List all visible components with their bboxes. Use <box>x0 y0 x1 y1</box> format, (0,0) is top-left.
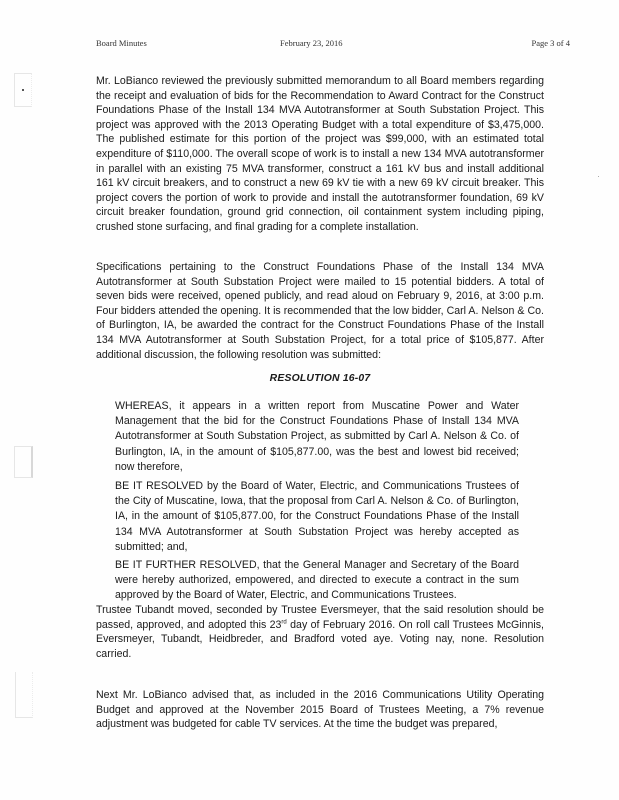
paragraph-revenue-adjustment: Next Mr. LoBianco advised that, as included in the 2016 Communications Utility Operating Budget and approved at the November 2015 Board of Trustees Meeting, a 7% revenue adjustment was budgeted for cable TV services. At the time the budget was prepared, <box>96 689 544 731</box>
scan-margin-mark <box>14 446 33 478</box>
resolution-be-it-resolved: BE IT RESOLVED by the Board of Water, Electric, and Communications Trustees of the City of Muscatine, Iowa, that the proposal from Carl A. Nelson & Co. of Burlington, IA, in the amount of $105,877.00, for the Construct Foundations Phase of the Install 134 MVA Autotransformer at South Substation Project was hereby accepted as submitted; and, <box>115 480 519 553</box>
resolution-title: RESOLUTION 16-07 <box>269 373 371 384</box>
resolution-whereas: WHEREAS, it appears in a written report from Muscatine Power and Water Management that the bid for the Construct Foundations Phase of Install 134 MVA Autotransformer at South Substation Project, as submitted by Carl A. Nelson & Co. of Burlington, IA, in the amount of $105,877.00, was the best and lowest bid received; now therefore, <box>115 400 519 473</box>
header-date: February 23, 2016 <box>280 38 343 48</box>
scan-margin-mark <box>15 672 33 718</box>
paragraph-roll-call <box>96 603 544 661</box>
header-page-number: Page 3 of 4 <box>531 38 570 48</box>
paragraph-specifications: Specifications pertaining to the Construct Foundations Phase of the Install 134 MVA Autotransformer at South Substation Project were mailed to 15 potential bidders. A total of seven bids were received, opened publicly, and read aloud on February 9, 2016, at 3:00 p.m. Four bidders attended the opening. It is recommended that the low bidder, Carl A. Nelson & Co. of Burlington, IA, be awarded the contract for the Construct Foundations Phase of the Install 134 MVA Autotransformer at South Substation Project, for a total price of $105,877. After additional discussion, the following resolution was submitted: <box>96 261 544 361</box>
ordinal-suffix: rd <box>281 619 287 626</box>
paragraph-memorandum-review: Mr. LoBianco reviewed the previously submitted memorandum to all Board members regarding the receipt and evaluation of bids for the Recommendation to Award Contract for the Construct Foundations Phase of the Install 134 MVA Autotransformer at South Substation Project. This project was approved with the 2013 Operating Budget with a total expenditure of $3,475,000. The published estimate for this portion of the project was $99,000, with an estimated total expenditure of $110,000. The overall scope of work is to install a new 134 MVA autotransformer in parallel with an existing 75 MVA transformer, construct a 161 kV bus and install additional 161 kV circuit breakers, and to construct a new 69 kV tie with a new 69 kV circuit breaker. This project covers the portion of work to provide and install the autotransformer foundation, 69 kV circuit breaker foundation, ground grid connection, oil containment system including piping, crushed stone surfacing, and final grading for a complete installation. <box>96 75 544 233</box>
page-header <box>96 38 570 50</box>
scan-speck <box>22 89 24 91</box>
roll-call-text-end: day of February 2016. On roll call Trustees McGinnis, Eversmeyer, Tubandt, Heidbreder, and Bradford voted aye. Voting nay, none. Resolution carried. <box>96 618 544 660</box>
scan-speck <box>598 176 599 177</box>
roll-call-text-start: Trustee Tubandt moved, seconded by Trustee Eversmeyer, that the said resolution should be passed, approved, and adopted this 23 <box>96 604 544 631</box>
header-document-title: Board Minutes <box>96 38 147 48</box>
resolution-further-resolved: BE IT FURTHER RESOLVED, that the General Manager and Secretary of the Board were hereby authorized, empowered, and directed to execute a contract in the sum approved by the Board of Water, Electric, and Communications Trustees. <box>115 559 519 602</box>
